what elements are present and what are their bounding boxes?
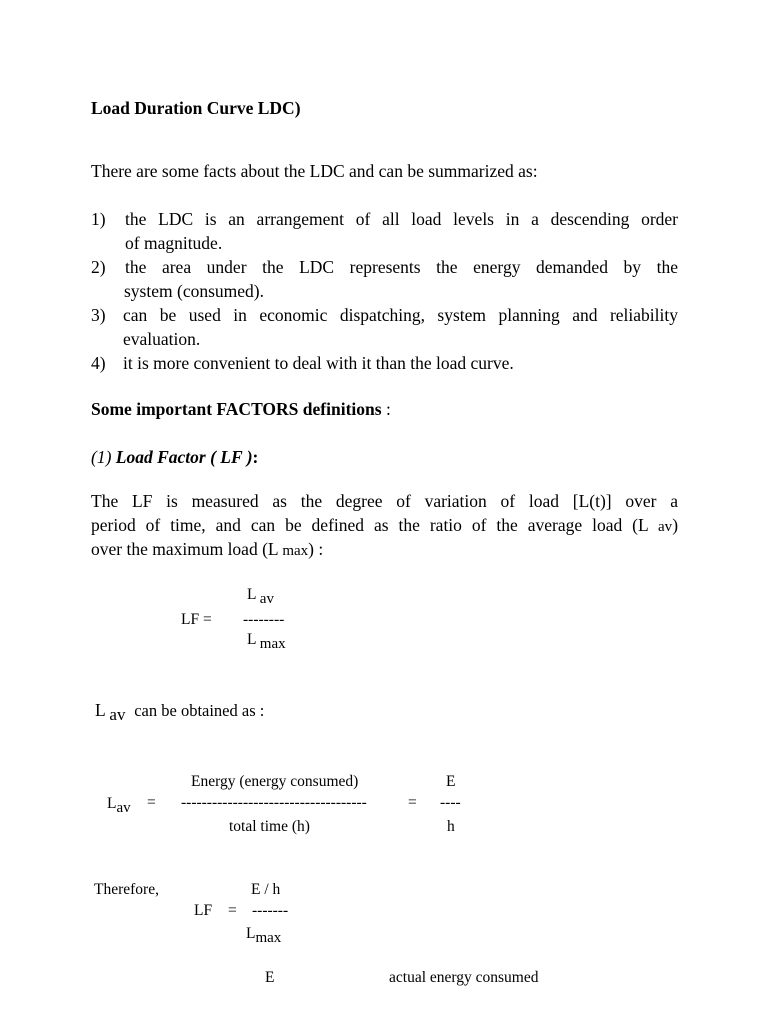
list-item-text: it is more convenient to deal with it than the load curve. [123,353,514,373]
formula-numerator: E / h [251,881,281,898]
formula-symbol: L [107,795,117,812]
formula-fraction-bar: -------- [243,611,285,628]
lf-paragraph-sub: max [282,543,309,559]
formula-right-numerator: E [446,773,456,790]
formula-numerator [247,585,274,605]
formula-subscript: max [259,636,286,652]
list-item-number: 1) [91,209,106,229]
load-factor-number: (1) [91,447,112,467]
therefore-label: Therefore, [94,881,159,898]
load-factor-label: Load Factor ( LF ) [115,447,253,467]
list-item-number: 4) [91,353,106,373]
formula-equals: = [228,902,237,919]
list-item-text: can be used in economic dispatching, system planning and reliability [123,305,678,325]
lf-paragraph-line-2 [91,514,678,538]
formula-right-fraction-bar: ---- [440,794,461,811]
lav-line [95,699,264,722]
list-item-text: of magnitude. [125,233,223,253]
formula-subscript: av [259,591,274,607]
formula-fraction-bar: ------- [252,902,289,919]
formula-numerator: Energy (energy consumed) [191,773,359,790]
page-title: Load Duration Curve LDC) [91,98,301,118]
lf-paragraph-line-1: The LF is measured as the degree of variation of load [L(t)] over a [91,491,678,511]
factors-heading-label: Some important FACTORS definitions [91,399,382,419]
list-item-number: 2) [91,257,106,277]
formula-denominator [246,924,281,944]
formula-symbol: L [246,925,256,942]
lf-paragraph-text: over the maximum load (L [91,539,278,559]
factors-heading-colon: : [381,399,391,419]
lf-paragraph-text: period of time, and can be defined as the ratio of the average load (L [91,515,649,535]
formula-subscript: max [255,930,282,946]
lav-line-text: can be obtained as : [134,701,265,720]
formula-symbol: L [247,631,256,648]
list-item-text: system (consumed). [124,281,264,301]
formula-lhs: LF [194,902,213,919]
formula-fraction-bar: ------------------------------------ [181,794,367,811]
formula-right-numerator: actual energy consumed [389,969,539,986]
factors-heading [91,398,391,420]
formula-subscript: av [109,705,126,724]
lf-paragraph-text: ) [672,515,679,535]
lf-paragraph-line-3 [91,538,323,562]
list-item-number: 3) [91,305,106,325]
lf-paragraph-sub: av [658,519,673,535]
formula-denominator [247,630,286,650]
formula-denominator: total time (h) [229,818,310,835]
formula-numerator: E [265,969,275,986]
lf-paragraph-text: ) : [308,539,324,559]
list-item-text: the area under the LDC represents the energy demanded by the [125,257,678,277]
formula-equals: = [147,794,156,811]
list-item-text: evaluation. [123,329,201,349]
formula-subscript: av [116,800,131,816]
formula-lhs [107,794,131,814]
formula-symbol: L [95,700,106,720]
formula-equals: = [408,794,417,811]
formula-symbol: L [247,586,256,603]
load-factor-heading [91,446,258,468]
formula-lhs: LF = [181,611,212,628]
list-item-text: the LDC is an arrangement of all load levels in a descending order [125,209,678,229]
formula-right-denominator: h [447,818,455,835]
load-factor-colon: : [252,447,259,467]
intro-text: There are some facts about the LDC and can be summarized as: [91,161,538,181]
